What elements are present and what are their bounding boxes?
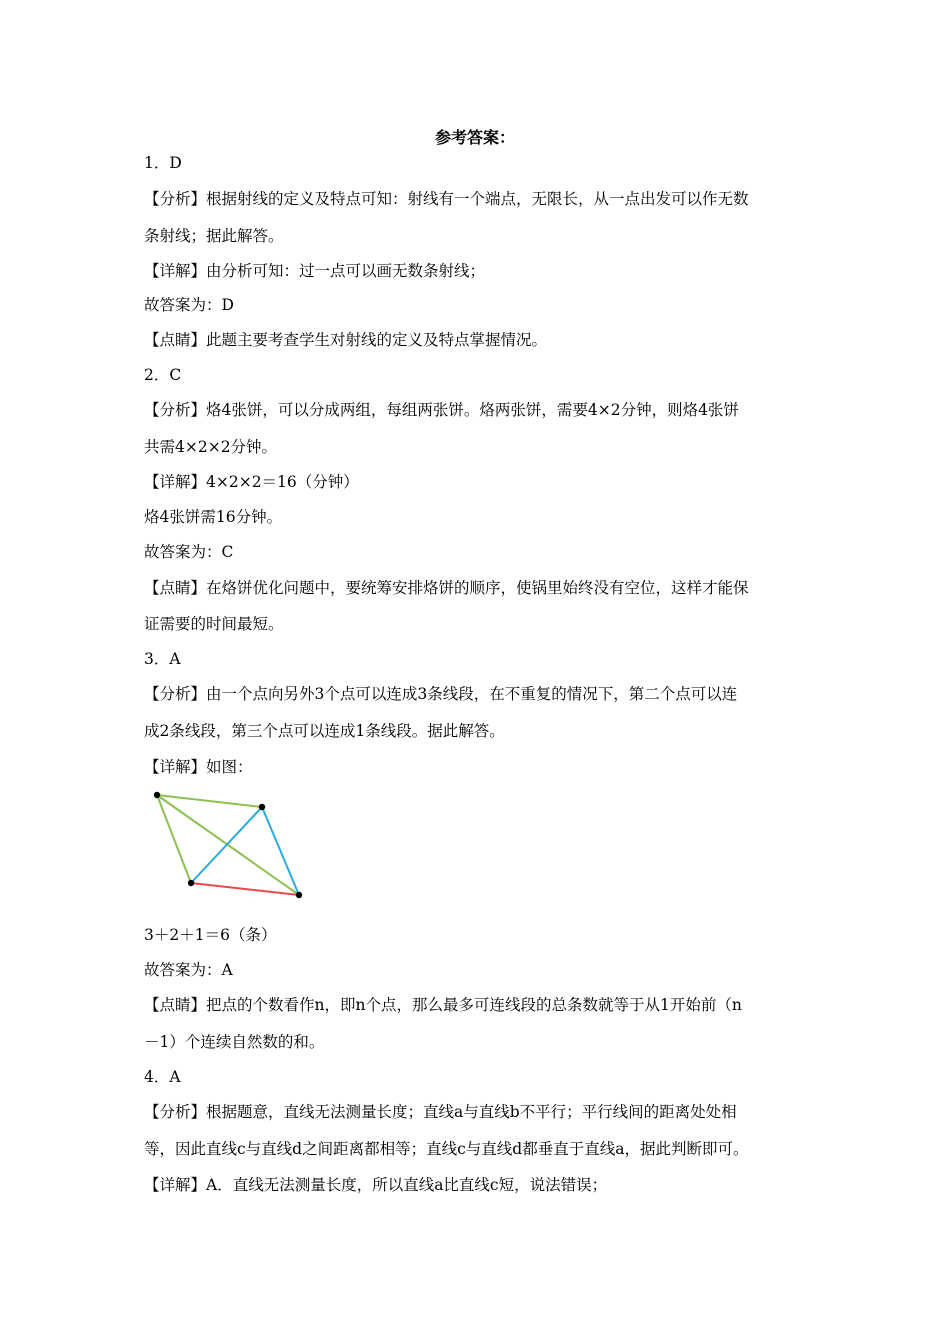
answer-3-detail: 【详解】如图： (144, 758, 253, 776)
answer-3-analysis: 【分析】由一个点向另外3个点可以连成3条线段，在不重复的情况下，第二个点可以连 (144, 685, 738, 703)
point-c (188, 880, 194, 886)
point-b (259, 804, 265, 810)
answer-1-heading: 1．D (144, 154, 182, 172)
answer-4-analysis: 【分析】根据题意，直线无法测量长度；直线a与直线b不平行；平行线间的距离处处相 (144, 1103, 737, 1121)
page-title: 参考答案： (434, 128, 515, 147)
answer-2-heading: 2．C (144, 366, 182, 384)
answer-3-result: 故答案为：A (144, 961, 233, 979)
answer-3-heading: 3．A (144, 650, 181, 668)
line-segments-figure (148, 784, 308, 904)
answer-3-comment-cont: －1）个连续自然数的和。 (144, 1033, 325, 1051)
answer-1-result: 故答案为：D (144, 296, 234, 314)
answer-2-detail: 【详解】4×2×2＝16（分钟） (144, 473, 359, 491)
segment-b-c (191, 807, 262, 883)
point-a (154, 792, 160, 798)
answer-3-calculation: 3＋2＋1＝6（条） (144, 926, 277, 944)
segment-a-c (157, 795, 191, 883)
answer-4-analysis-cont: 等，因此直线c与直线d之间距离都相等；直线c与直线d都垂直于直线a，据此判断即可。 (144, 1140, 749, 1158)
answer-2-comment-cont: 证需要的时间最短。 (144, 615, 284, 633)
answer-3-analysis-cont: 成2条线段，第三个点可以连成1条线段。据此解答。 (144, 722, 505, 740)
answer-1-comment: 【点睛】此题主要考查学生对射线的定义及特点掌握情况。 (144, 331, 548, 349)
answer-4-detail: 【详解】A．直线无法测量长度，所以直线a比直线c短，说法错误； (144, 1176, 608, 1194)
point-d (296, 892, 302, 898)
answer-2-analysis-cont: 共需4×2×2分钟。 (144, 438, 278, 456)
answer-2-analysis: 【分析】烙4张饼，可以分成两组，每组两张饼。烙两张饼，需要4×2分钟，则烙4张饼 (144, 401, 739, 419)
answer-4-heading: 4．A (144, 1068, 181, 1086)
answer-1-analysis: 【分析】根据射线的定义及特点可知：射线有一个端点，无限长，从一点出发可以作无数 (144, 190, 749, 208)
answer-2-comment: 【点睛】在烙饼优化问题中，要统筹安排烙饼的顺序，使锅里始终没有空位，这样才能保 (144, 579, 749, 597)
answer-3-comment: 【点睛】把点的个数看作n，即n个点，那么最多可连线段的总条数就等于从1开始前（n (144, 996, 742, 1014)
answer-2-result: 故答案为：C (144, 543, 234, 561)
answer-1-analysis-cont: 条射线；据此解答。 (144, 227, 284, 245)
answer-2-detail-cont: 烙4张饼需16分钟。 (144, 508, 283, 526)
answer-1-detail: 【详解】由分析可知：过一点可以画无数条射线； (144, 262, 486, 280)
